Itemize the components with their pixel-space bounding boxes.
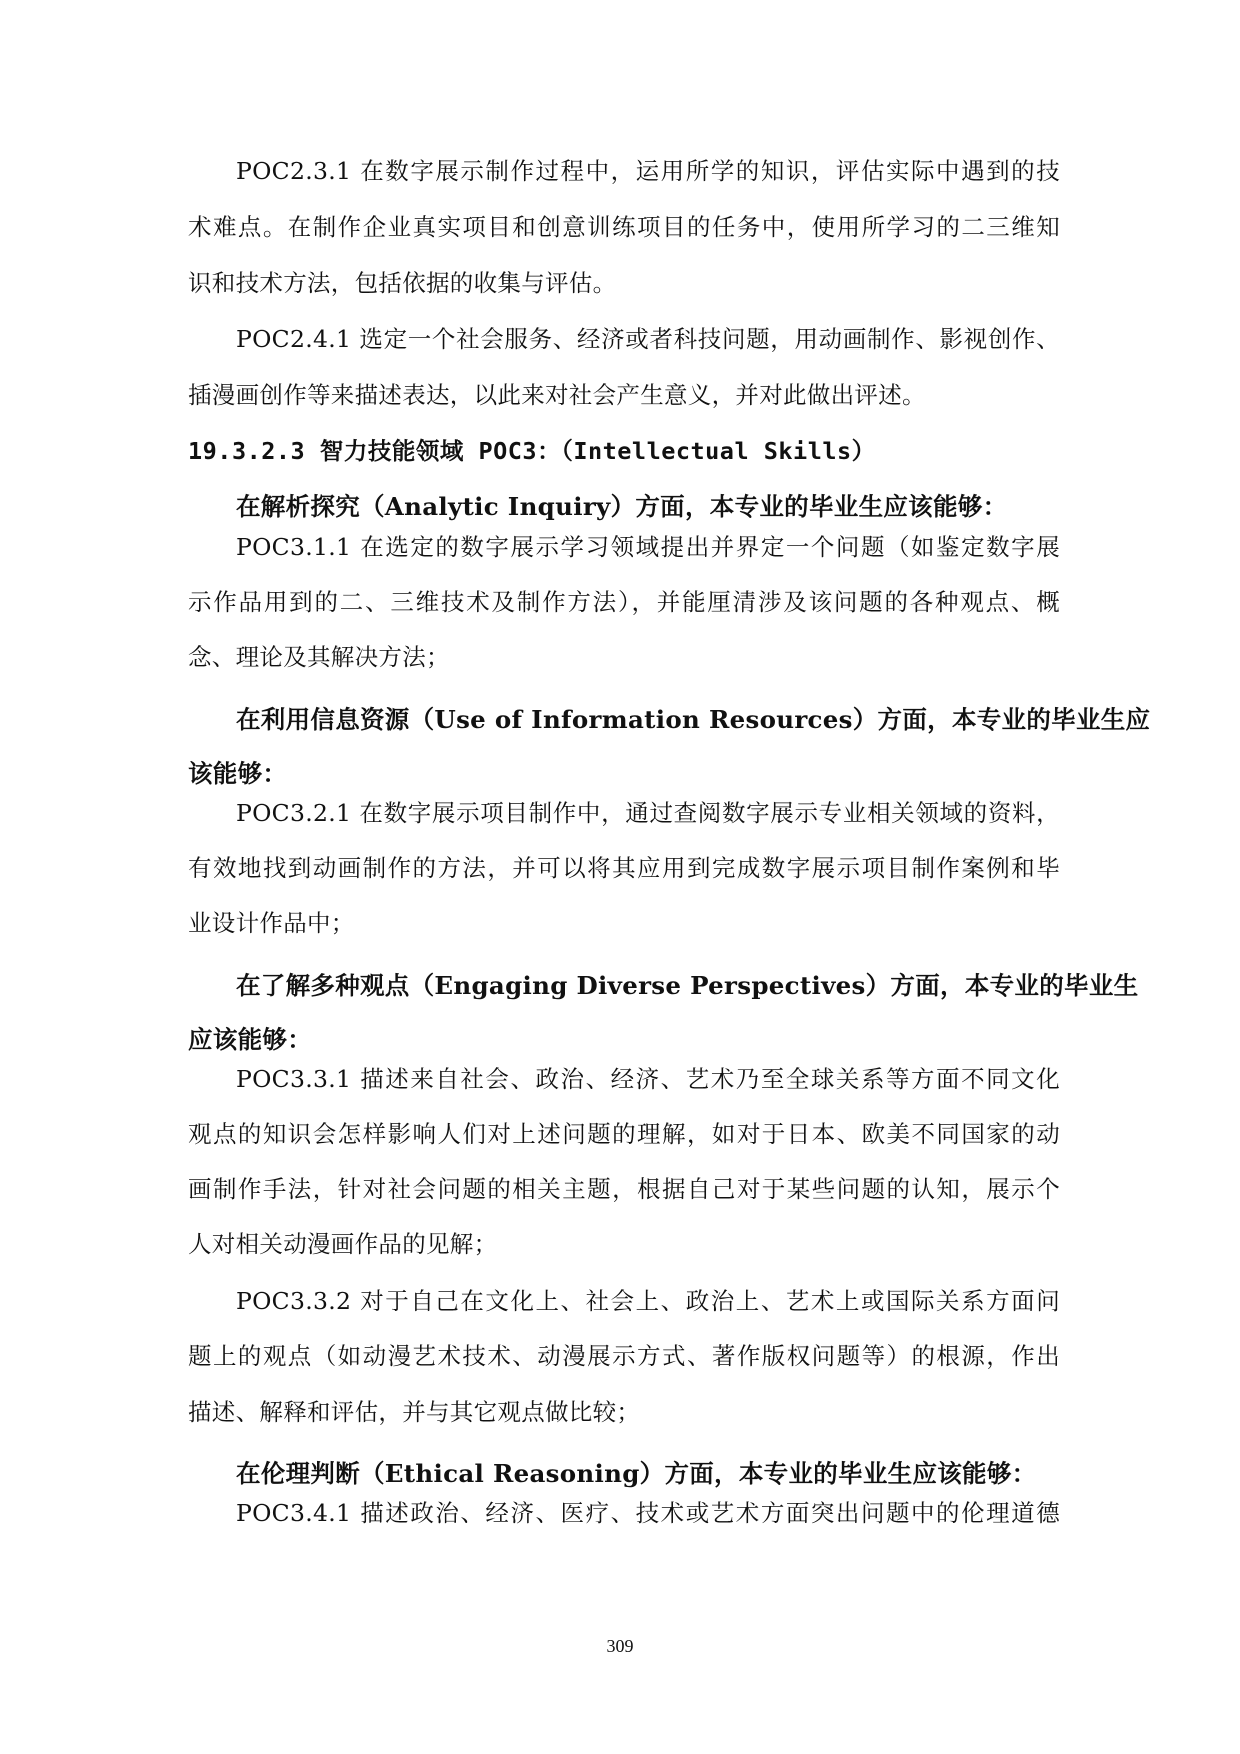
poc-2-3-1-line-2: 术难点。在制作企业真实项目和创意训练项目的任务中，使用所学习的二三维知	[188, 213, 1060, 241]
poc-3-2-1-line-2: 有效地找到动画制作的方法，并可以将其应用到完成数字展示项目制作案例和毕	[188, 854, 1060, 882]
poc-3-3-2-line-1: POC3.3.2 对于自己在文化上、社会上、政治上、艺术上或国际关系方面问	[236, 1287, 1060, 1315]
poc-3-1-1-line-3: 念、理论及其解决方法；	[188, 643, 450, 671]
poc-3-3-2-line-2: 题上的观点（如动漫艺术技术、动漫展示方式、著作版权问题等）的根源，作出	[188, 1342, 1060, 1370]
poc-3-2-1-line-3: 业设计作品中；	[188, 909, 355, 937]
information-resources-heading-line-2: 该能够：	[188, 759, 288, 788]
poc-3-3-2-line-3: 描述、解释和评估，并与其它观点做比较；	[188, 1398, 641, 1426]
ethical-reasoning-heading: 在伦理判断（Ethical Reasoning）方面，本专业的毕业生应该能够：	[236, 1459, 1037, 1488]
poc-3-3-1-line-4: 人对相关动漫画作品的见解；	[188, 1230, 498, 1258]
poc-3-4-1-line-1: POC3.4.1 描述政治、经济、医疗、技术或艺术方面突出问题中的伦理道德	[236, 1499, 1060, 1527]
poc-2-3-1-line-1: POC2.3.1 在数字展示制作过程中，运用所学的知识，评估实际中遇到的技	[236, 157, 1060, 185]
section-heading-poc3: 19.3.2.3 智力技能领域 POC3：（Intellectual Skills）	[188, 437, 876, 465]
poc-3-1-1-line-2: 示作品用到的二、三维技术及制作方法），并能厘清涉及该问题的各种观点、概	[188, 588, 1060, 616]
information-resources-heading-line-1: 在利用信息资源（Use of Information Resources）方面，本专业的毕业生应	[236, 705, 1151, 734]
poc-3-3-1-line-1: POC3.3.1 描述来自社会、政治、经济、艺术乃至全球关系等方面不同文化	[236, 1065, 1060, 1093]
poc-3-1-1-line-1: POC3.1.1 在选定的数字展示学习领域提出并界定一个问题（如鉴定数字展	[236, 533, 1060, 561]
poc-3-3-1-line-3: 画制作手法，针对社会问题的相关主题，根据自己对于某些问题的认知，展示个	[188, 1175, 1060, 1203]
poc-2-4-1-line-1: POC2.4.1 选定一个社会服务、经济或者科技问题，用动画制作、影视创作、	[236, 325, 1060, 353]
page-number: 309	[606, 1636, 634, 1656]
diverse-perspectives-heading-line-2: 应该能够：	[188, 1025, 312, 1054]
analytic-inquiry-heading: 在解析探究（Analytic Inquiry）方面，本专业的毕业生应该能够：	[236, 492, 1008, 521]
poc-3-3-1-line-2: 观点的知识会怎样影响人们对上述问题的理解，如对于日本、欧美不同国家的动	[188, 1120, 1060, 1148]
poc-2-3-1-line-3: 识和技术方法，包括依据的收集与评估。	[188, 269, 617, 297]
poc-3-2-1-line-1: POC3.2.1 在数字展示项目制作中，通过查阅数字展示专业相关领域的资料，	[236, 799, 1060, 827]
diverse-perspectives-heading-line-1: 在了解多种观点（Engaging Diverse Perspectives）方面，本专业的毕业生	[236, 971, 1139, 1000]
poc-2-4-1-line-2: 插漫画创作等来描述表达，以此来对社会产生意义，并对此做出评述。	[188, 381, 926, 409]
